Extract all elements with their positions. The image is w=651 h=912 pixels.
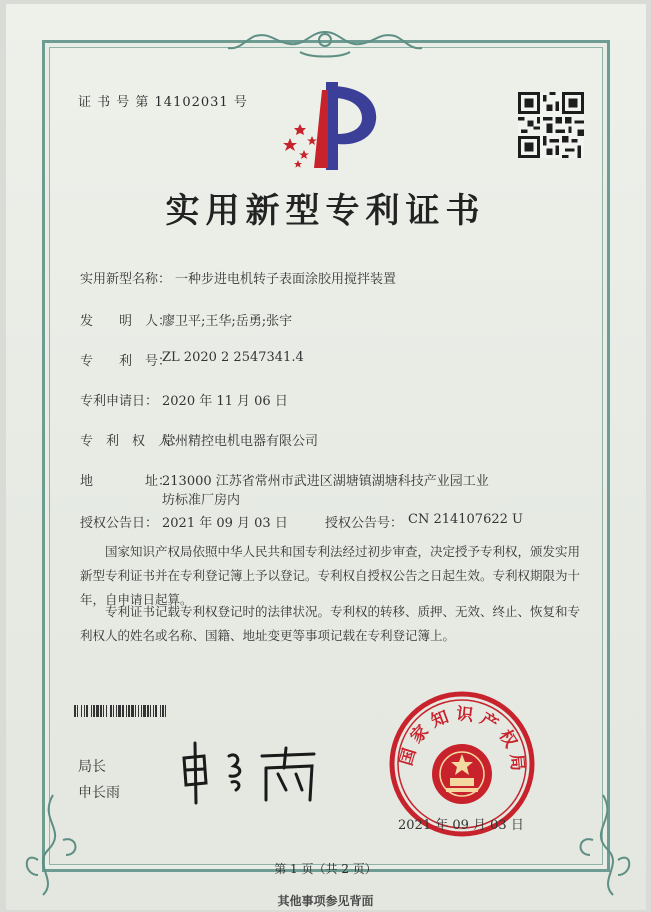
certificate-title: 实用新型专利证书	[165, 191, 486, 231]
page-number: 第 1 页（共 2 页）	[274, 862, 377, 876]
grant-date-value: 2021 年 09 月 03 日	[162, 516, 288, 531]
handwritten-signature-icon	[174, 738, 334, 808]
certificate-number: 证 书 号 第 14102031 号	[78, 95, 248, 110]
patent-number-value: ZL 2020 2 2547341.4	[162, 350, 304, 365]
utility-model-name-value: 一种步进电机转子表面涂胶用搅拌装置	[175, 272, 397, 287]
grant-number-value: CN 214107622 U	[408, 512, 523, 527]
grant-statement-paragraph: 国家知识产权局依照中华人民共和国专利法经过初步审查，决定授予专利权，颁发实用新型专利证书并在专利登记簿上予以登记。专利权自授权公告之日起生效。专利权期限为十年，自申请日起算。	[80, 544, 581, 607]
address-line-1: 213000 江苏省常州市武进区湖塘镇湖塘科技产业园工业	[162, 474, 489, 489]
address-line-2: 坊标准厂房内	[162, 493, 241, 508]
seal-date: 2021 年 09 月 03 日	[398, 818, 524, 833]
address-label: 地 址：	[80, 474, 172, 489]
utility-model-name-label: 实用新型名称：	[80, 272, 172, 287]
cnipa-logo-icon	[268, 80, 388, 172]
barcode-icon	[74, 705, 294, 717]
patent-number-label: 专 利 号：	[80, 354, 172, 369]
patentee-value: 常州精控电机电器有限公司	[162, 434, 319, 449]
filing-date-label: 专利申请日：	[80, 394, 159, 409]
top-ornament-icon	[210, 28, 440, 62]
corner-ornament-icon	[18, 790, 88, 900]
qr-code-icon	[518, 92, 584, 158]
signatory-name: 申长雨	[78, 785, 120, 801]
svg-text:国家知识产权局: 国家知识产权局	[396, 704, 528, 778]
see-back-note: 其他事项参见背面	[277, 894, 374, 908]
grant-number-label: 授权公告号：	[325, 516, 404, 531]
signatory-title: 局长	[78, 759, 106, 775]
corner-ornament-icon	[568, 790, 638, 900]
grant-date-label: 授权公告日：	[80, 516, 159, 531]
legal-status-paragraph: 专利证书记载专利权登记时的法律状况。专利权的转移、质押、无效、终止、恢复和专利权人的姓名或名称、国籍、地址变更等事项记载在专利登记簿上。	[80, 604, 581, 643]
inventor-label: 发 明 人：	[80, 314, 172, 329]
patentee-label: 专 利 权 人：	[80, 434, 185, 449]
inventor-value: 廖卫平;王华;岳勇;张宇	[162, 314, 293, 329]
filing-date-value: 2020 年 11 月 06 日	[162, 394, 288, 409]
